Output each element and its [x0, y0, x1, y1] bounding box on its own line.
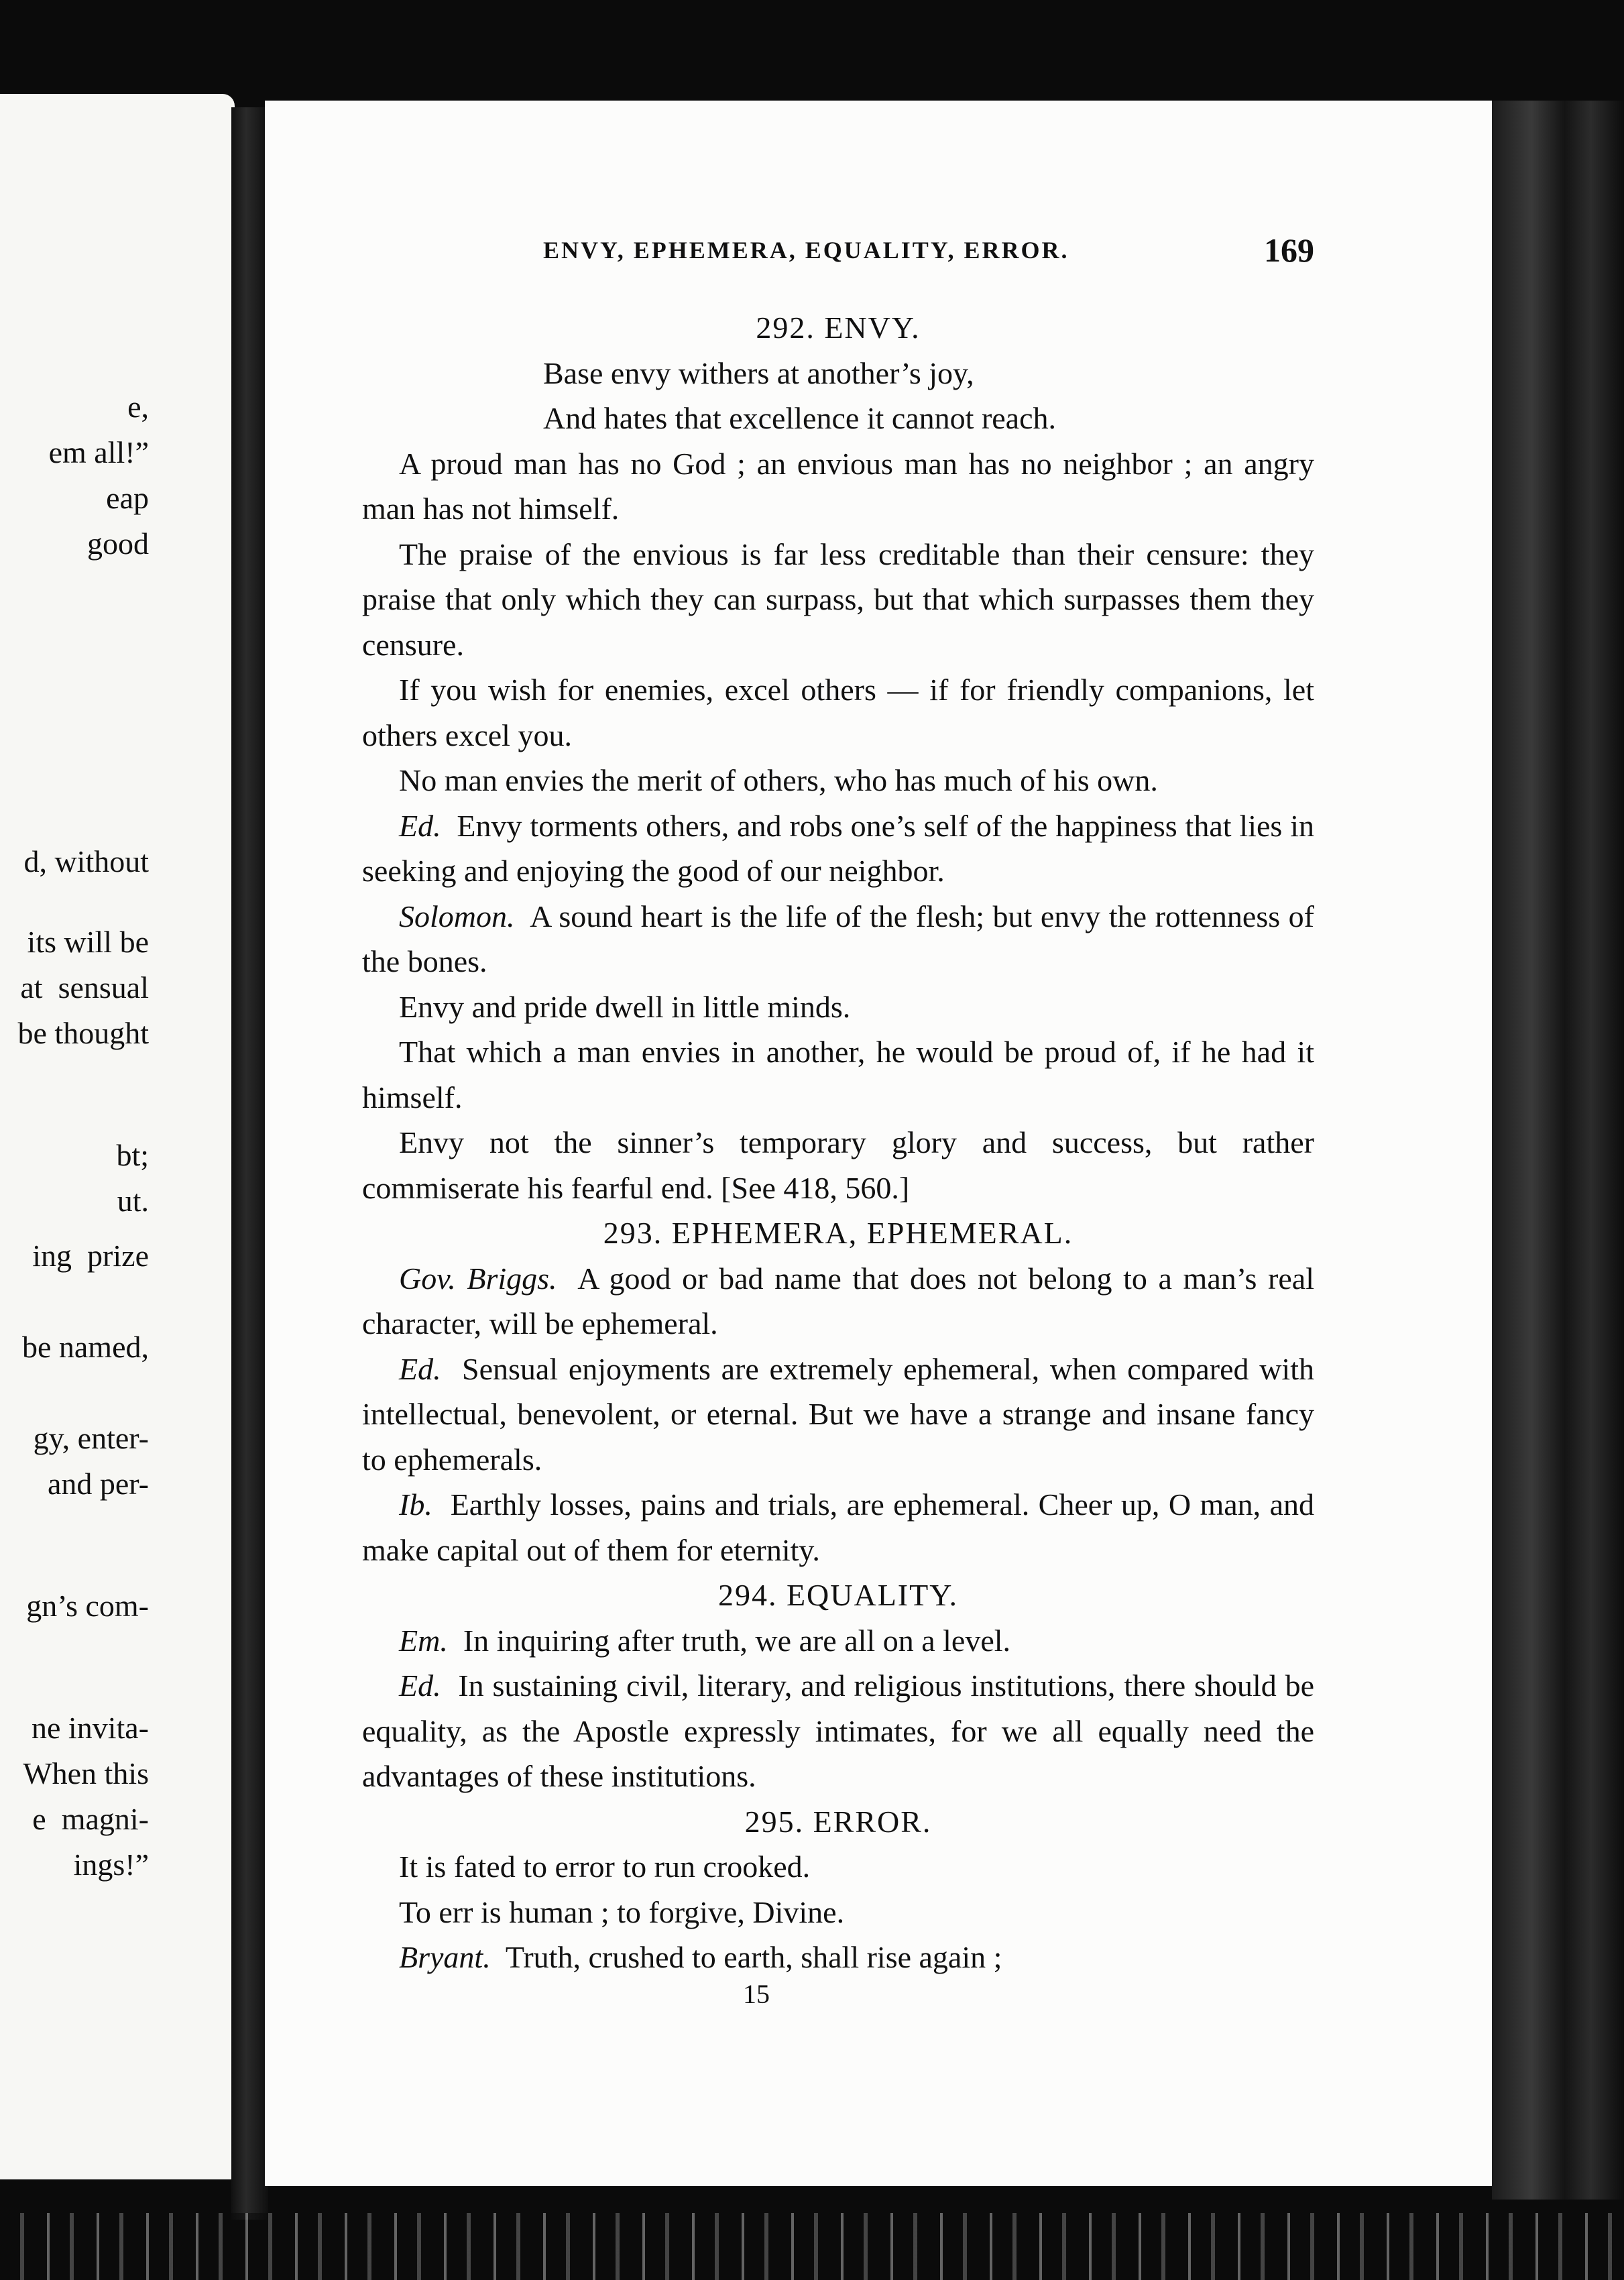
left-page-fragment: ne invita-	[32, 1711, 149, 1745]
left-page-fragment: good	[87, 526, 149, 561]
equality-paragraph-1	[362, 1618, 1314, 1664]
left-page-fragment: gn’s com-	[26, 1589, 149, 1623]
page-number: 169	[1264, 231, 1314, 269]
page-edge-shadow	[1492, 101, 1624, 2200]
envy-paragraph-9: Envy not the sinner’s temporary glory and success, but rather commiserate his fearful end. [See 418, 560.]	[362, 1125, 1314, 1205]
left-page-fragment: gy, enter-	[33, 1421, 149, 1455]
left-page-fragment: be thought	[17, 1016, 149, 1050]
running-title: ENVY, EPHEMERA, EQUALITY, ERROR.	[543, 237, 1069, 264]
ephemera-paragraph-3	[362, 1482, 1314, 1573]
error-paragraph-1: It is fated to error to run crooked.	[399, 1849, 811, 1884]
scan-border	[0, 2213, 1624, 2280]
left-page-fragment: bt;	[116, 1138, 149, 1172]
left-page-fragments	[0, 0, 235, 2280]
left-page-fragment: eap	[106, 481, 149, 515]
equality-paragraph-2	[362, 1663, 1314, 1799]
left-page-fragment: at sensual	[20, 970, 149, 1005]
speaker-label: Ed.	[399, 1351, 441, 1386]
left-page-fragment: ing prize	[32, 1239, 149, 1273]
section-heading-error: 295. ERROR.	[744, 1804, 932, 1839]
signature-mark: 15	[743, 1979, 770, 2009]
error-paragraph-3	[362, 1935, 1314, 1980]
left-page-fragment: When this	[23, 1756, 149, 1790]
section-heading-envy: 292. ENVY.	[756, 310, 921, 345]
ephemera-paragraph-1	[362, 1256, 1314, 1347]
ephemera-paragraph-2	[362, 1347, 1314, 1483]
left-page-fragment: its will be	[27, 925, 149, 959]
speaker-label: Ed.	[399, 1668, 441, 1703]
quote-text: In sustaining civil, literary, and religious institutions, there should be equality, as the Apostle expressly intimates, for we all equally need the advantages of these institutions.	[362, 1668, 1315, 1793]
left-page-fragment: e,	[127, 390, 149, 424]
quote-text: Earthly losses, pains and trials, are ephemeral. Cheer up, O man, and make capital out of them for eternity.	[362, 1487, 1315, 1567]
envy-paragraph-3: If you wish for enemies, excel others — if for friendly companions, let others excel you.	[362, 673, 1314, 752]
envy-paragraph-2: The praise of the envious is far less creditable than their censure: they praise that only which they can surpass, but that which surpasses them they censure.	[362, 536, 1314, 662]
section-heading-ephemera: 293. EPHEMERA, EPHEMERAL.	[603, 1216, 1074, 1250]
quote-text: In inquiring after truth, we are all on a level.	[463, 1623, 1011, 1658]
speaker-label: Solomon.	[399, 899, 515, 933]
section-heading-equality: 294. EQUALITY.	[717, 1578, 959, 1612]
page-body	[362, 305, 1314, 1980]
quote-text: Sensual enjoyments are extremely ephemeral, when compared with intellectual, benevolent, or eternal. But we have a strange and insane fancy to ephemerals.	[362, 1351, 1314, 1477]
left-page-fragment: e magni-	[32, 1802, 149, 1836]
envy-paragraph-1: A proud man has no God ; an envious man has no neighbor ; an angry man has not himself.	[362, 446, 1314, 526]
speaker-label: Gov. Briggs.	[399, 1261, 557, 1296]
envy-paragraph-6	[362, 894, 1314, 984]
book-gutter	[231, 107, 268, 2220]
envy-paragraph-8: That which a man envies in another, he would be proud of, if he had it himself.	[362, 1035, 1314, 1115]
left-page-fragment: em all!”	[48, 435, 149, 469]
quote-text: Envy torments others, and robs one’s self of the happiness that lies in seeking and enjoying the good of our neighbor.	[362, 808, 1314, 888]
envy-paragraph-5	[362, 803, 1314, 894]
speaker-label: Bryant.	[399, 1940, 491, 1974]
running-head	[543, 231, 1314, 276]
verse-line-2: And hates that excellence it cannot reach.	[543, 401, 1057, 435]
left-page-fragment: d, without	[23, 844, 149, 878]
envy-paragraph-4: No man envies the merit of others, who has much of his own.	[399, 763, 1158, 797]
quote-text: A sound heart is the life of the flesh; but envy the rottenness of the bones.	[362, 899, 1314, 978]
verse-line-1: Base envy withers at another’s joy,	[543, 355, 974, 390]
speaker-label: Em.	[399, 1623, 448, 1658]
speaker-label: Ib.	[399, 1487, 432, 1522]
speaker-label: Ed.	[399, 808, 441, 843]
left-page-fragment: and per-	[47, 1467, 149, 1501]
error-paragraph-2: To err is human ; to forgive, Divine.	[399, 1894, 845, 1929]
left-page-fragment: be named,	[21, 1330, 149, 1364]
quote-text: Truth, crushed to earth, shall rise again ;	[505, 1940, 1002, 1974]
left-page-fragment: ut.	[117, 1184, 149, 1218]
quote-text: A good or bad name that does not belong to a man’s real character, will be ephemeral.	[362, 1261, 1314, 1341]
envy-paragraph-7: Envy and pride dwell in little minds.	[399, 989, 851, 1024]
left-page-fragment: ings!”	[73, 1847, 149, 1882]
